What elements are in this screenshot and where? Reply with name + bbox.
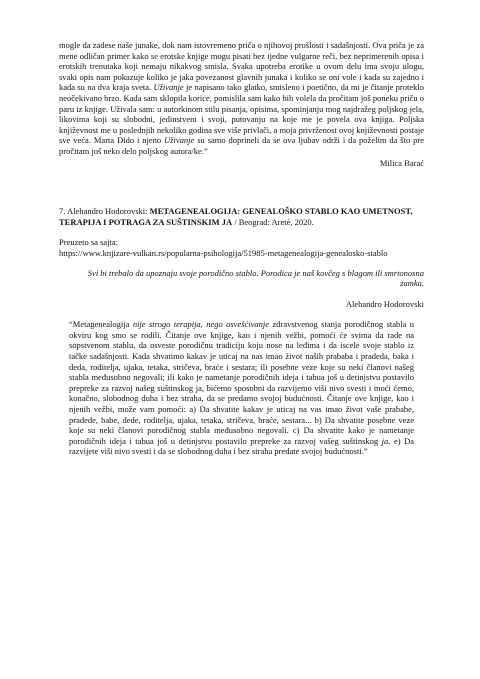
review-signature: Milica Barać xyxy=(379,157,424,168)
document-page xyxy=(59,40,424,457)
entry-number: 7. xyxy=(59,206,66,217)
source-block xyxy=(59,237,424,258)
entry-author: Alehandro Hodorovski: xyxy=(67,206,148,217)
entry-heading xyxy=(59,206,424,227)
review-paragraph: mogle da zadese naše junake, dok nam istovremeno priča o njihovoj prošlosti i sadašnjosti. Ova priča je za mene odličan primer kako se erotske knjige mogu pisati bez ijedne vulgarne reči, bez neprimerenih opisa i erotskih trenutaka koji nemaju nikakvog smisla. Svaka upotreba erotike u ovom delu ima svoju ulogu, svaki opis nam pokazuje koliko je jaka povezanost glavnih junaka i koliko se oni vole i kada su zajedno i kada su na dva kraja sveta. Uživanje je napisano tako glatko, smisleno i poetično, da mi je čitanje proteklo neočekivano brzo. Kada sam sklopila korice, pomislila sam kako bih volela da pročitam još poneku priču o paru iz knjige. Uživala sam: u autorkinom stilu pisanja, opisima, spominjanju mog najdražeg poljskog jela, likovima koji su slobodni, jedinstveni i svoji, putovanju na koje me je povela ova knjiga. Poljska književnost me u poslednjih nekoliko godina sve više privlači, a moja privrženost ovoj književnosti postaje sve veća. Marta Đido i njeno Uživanje su samo doprineli da se ova ljubav održi i da poželim da što pre pročitam još neko delo poljskog autora/ke.” xyxy=(59,40,424,156)
book-quote: “Metagenealogija nije strogo terapija, nego osvešćivanje zdravstvenog stanja porodičnog stabla u okviru kog smo se rodili. Čitanje ove knjige, kao i njenih vežbi, pomoći će svima da rade na sopstvenom stablu, da osveste porodičnu tradiciju koju nose na leđima i da iscele svoje stablo iz tačke sadašnjosti. Kada shvatimo kakav je uticaj na nas imao život naših prababa i pradeda, baka i deda, roditelja, ujaka, tetaka, stričeva, braće i sestara; ili posebne veze koje su neki članovi našeg stabla međusobno negovali; ili kako je nametanje porodičnih ideja i tabua još u detinjstvu postavilo prepreke za razvoj našeg suštinskog ja, bićemo sposobni da razvijemo viši nivo svesti i moći ćemo, konačno, slobodnog duha i bez straha, da se predamo svojoj budućnosti. Čitanje ove knjige, kao i njenih vežbi, može vam pomoći: a) Da shvatite kakav je uticaj na vas imao život vaše prababe, pradede, babe, dede, roditelja, ujaka, tetaka, stričeva, braće, sestara... b) Da shvatite posebne veze koje su neki članovi porodičnog stabla međusobno negovali. c) Da shvatite kako je nametanje porodičnih ideja i tabua još u detinjstvu postavilo prepreke za razvoj vašeg suštinskog ja. e) Da razvijete viši nivo svesti i da se slobodnog duha i bez straha predate svojoj budućnosti.” xyxy=(69,319,415,457)
book-entry xyxy=(59,206,424,457)
epigraph-author: Alehandro Hodorovski xyxy=(345,298,424,309)
source-label: Preuzeto sa sajta: xyxy=(59,237,119,248)
entry-title: METAGENEALOGIJA: GENEALOŠKO STABLO KAO UMETNOST, TERAPIJA I POTRAGA ZA SUŠTINSKIM JA xyxy=(59,206,413,227)
source-url: https://www.knjizare-vulkan.rs/popularna-psihologija/51985-metagenealogija-genealosko-stablo xyxy=(59,247,388,258)
epigraph: Svi bi trebalo da upoznaju svoje porodično stablo. Porodica je naš kovčeg s blagom ili smrtonosna zamka. xyxy=(87,267,424,289)
entry-publication: / Beograd: Aretè, 2020. xyxy=(234,216,314,227)
